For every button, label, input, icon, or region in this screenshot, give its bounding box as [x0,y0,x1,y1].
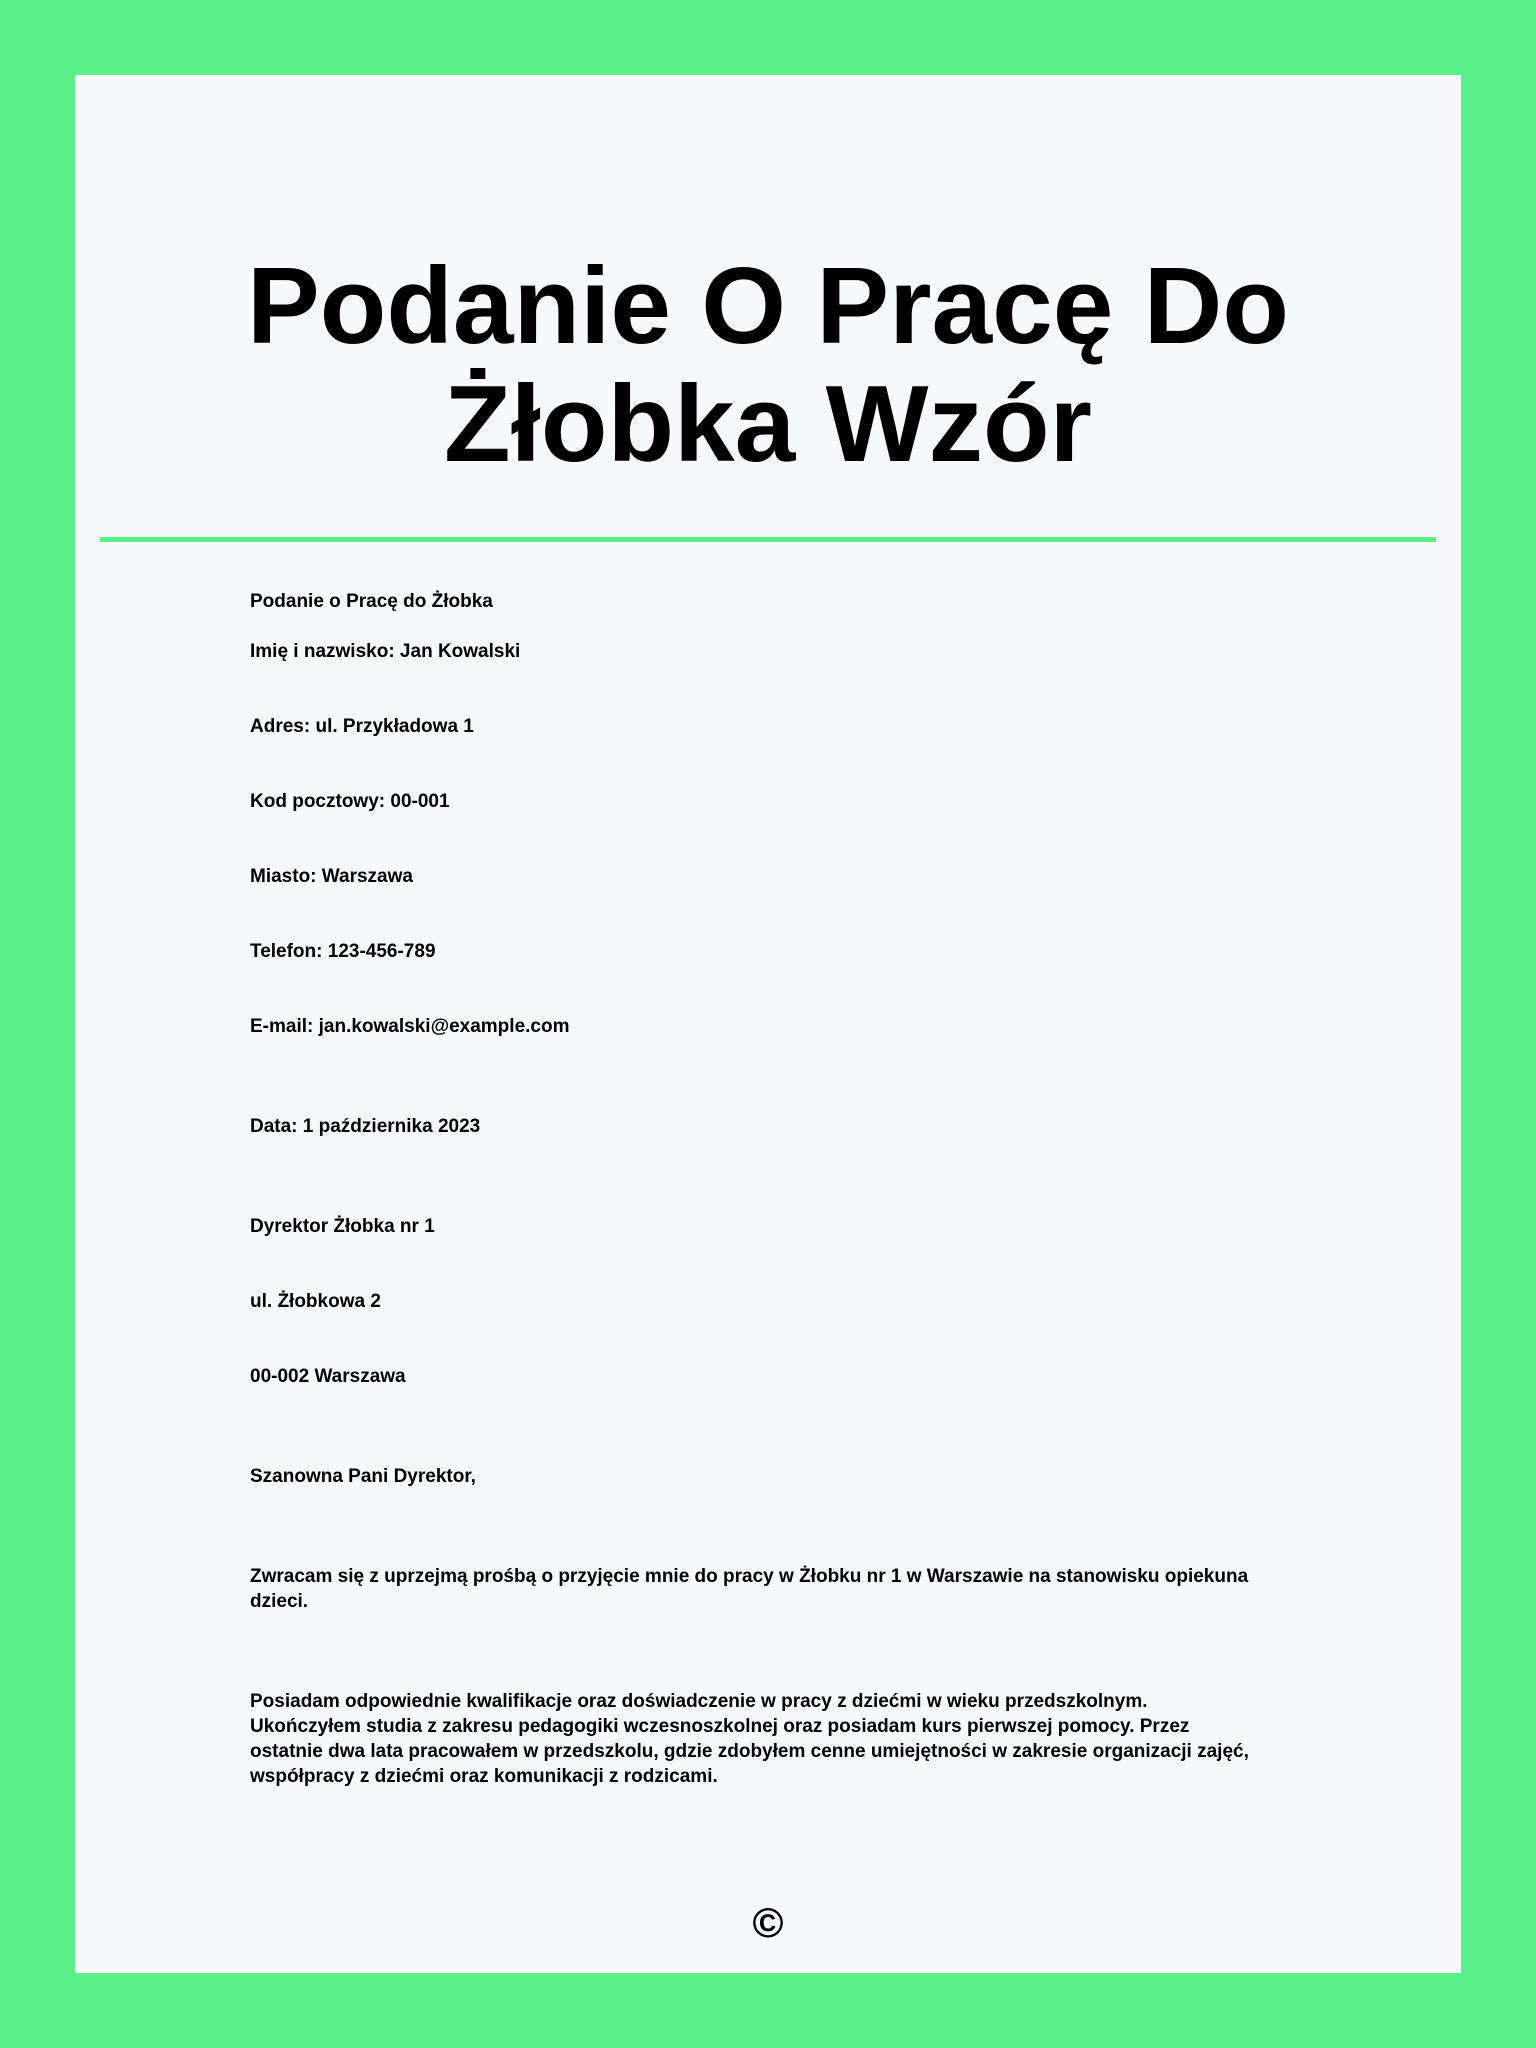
applicant-city: Miasto: Warszawa [250,866,413,887]
title-divider [100,537,1436,542]
applicant-email: E-mail: jan.kowalski@example.com [250,1016,570,1037]
applicant-postal-code: Kod pocztowy: 00-001 [250,791,450,812]
salutation: Szanowna Pani Dyrektor, [250,1466,476,1487]
applicant-address: Adres: ul. Przykładowa 1 [250,716,474,737]
applicant-name: Imię i nazwisko: Jan Kowalski [250,641,521,662]
copyright-icon: © [752,1899,784,1946]
page-title: Podanie O Pracę Do Żłobka Wzór [247,245,1289,485]
recipient-title: Dyrektor Żłobka nr 1 [250,1216,435,1237]
document-sheet [75,75,1461,1973]
applicant-phone: Telefon: 123-456-789 [250,941,436,962]
body-paragraph: Posiadam odpowiednie kwalifikacje oraz doświadczenie w pracy z dziećmi w wieku przedszkolnym. Ukończyłem studia z zakresu pedagogiki wczesnoszkolnej oraz posiadam kurs pierwszej pomocy. Przez ostatnie dwa lata pracowałem w przedszkolu, gdzie zdobyłem cenne umiejętności w zakresie organizacji zajęć, współpracy z dziećmi oraz komunikacji z rodzicami. [250,1691,1249,1787]
body-paragraph: Zwracam się z uprzejmą prośbą o przyjęcie mnie do pracy w Żłobku nr 1 w Warszawie na stanowisku opiekuna dzieci. [250,1566,1249,1612]
letter-date: Data: 1 października 2023 [250,1116,481,1137]
recipient-city: 00-002 Warszawa [250,1366,406,1387]
letter-heading: Podanie o Pracę do Żłobka [250,591,493,612]
recipient-street: ul. Żłobkowa 2 [250,1291,381,1312]
